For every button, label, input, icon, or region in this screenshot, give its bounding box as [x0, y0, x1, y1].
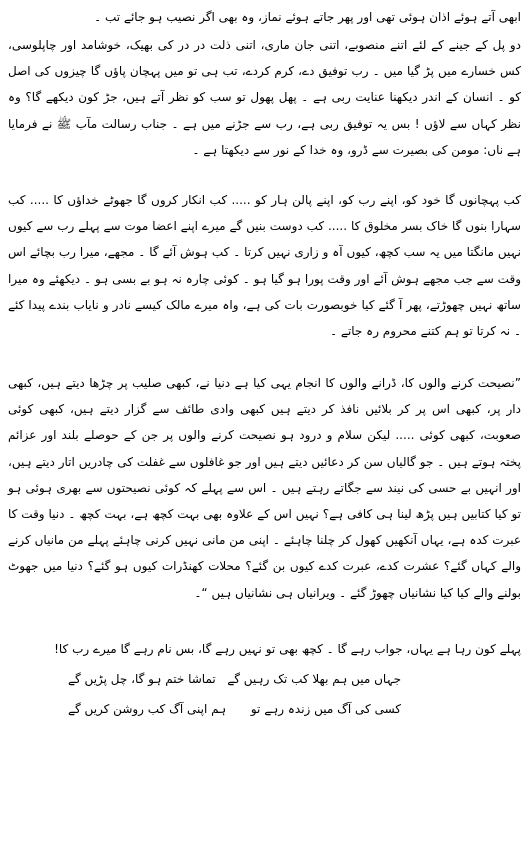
- paragraph-quote: ”نصیحت کرنے والوں کا، ڈرانے والوں کا انجام یہی کیا ہے دنیا نے، کبھی صلیب پر چڑھا دیتے ہیں، کبھی دار پر، کبھی اس پر کر بلائیں نافذ کر دیتے ہیں کبھی وادی طائف سے گزار دیتے ہیں، کبھی کوئی صعوبت، کبھی کوئی ..... لیکن سلام و درود ہو نصیحت کرنے والوں پر جن کے حوصلے بلند اور عزائم پختہ ہوتے ہیں ۔ جو گالیاں سن کر دعائیں دیتے ہیں اور جو غافلوں سے غفلت کی چادریں اتار دیتے ہیں، اور انہیں بے حسی کی نیند سے جگاتے رہتے ہیں ۔ اس سے پہلے کہ کوئی نصیحتوں سے بھری ہوئی ہو تو کیا کتابیں ہیں پڑھ لینا ہی کافی ہے؟ نہیں اس کے علاوہ بھی بہت کچھ ہے، بہت کچھ ۔ دنیا وقت کا عبرت کدہ ہے، یہاں آنکھیں کھول کر چلنا چاہئے ۔ اپنی من مانی نہیں کرنی چاہئے پہلے من مانیاں کرنے والے کہاں گئے؟ عشرت کدے، عبرت کدے کیوں بن گئے؟ محلات کھنڈرات کیوں ہو گئے؟ دنیا میں جھوٹ بولنے والے کیا کیا نشانیاں چھوڑ گئے ۔ ویرانیاں ہی نشانیاں ہیں “۔: [8, 376, 521, 600]
- paragraph-closing: پہلے کون رہا ہے یہاں، جواب رہے گا ۔ کچھ بھی تو نہیں رہے گا، بس نام رہے گا میرے رب کا!: [54, 642, 521, 656]
- paragraph-self-reflection: دو پل کے جینے کے لئے اتنے منصوبے، اتنی جان ماری، اتنی ذلت در در کی بھیک، خوشامد اور چاپلوسی، کس خسارے میں پڑ گیا میں ۔ رب توفیق دے، کرم کردے، تب ہی تو میں پہچان پاؤں گا چیزوں کی اصل کو ۔ انسان کے اندر دیکھنا عنایت ربی ہے ۔ پھل پھول تو سب کو نظر آتے ہیں، جڑ کون دیکھے گا؟ وہ نظر کہاں سے لاؤں ! بس یہ توفیق ربی ہے، رب سے جڑنے میں ہے ۔ جناب رسالت مآب ﷺ نے فرمایا ہے ناں: مومن کی بصیرت سے ڈرو، وہ خدا کے نور سے دیکھتا ہے ۔: [8, 38, 521, 157]
- verse-line-1-second-half: تماشا ختم ہو گا، چل پڑیں گے: [68, 672, 216, 686]
- paragraph-questions: کب پہچانوں گا خود کو، اپنے رب کو، اپنے پالن ہار کو ..... کب انکار کروں گا جھوٹے خداؤں کا ..... کب سہارا بنوں گا خاک بسر مخلوق کا ..... کب دوست بنیں گے میرے اپنے اعضا موت سے پہلے رب سے کیوں نہیں مانگتا میں یہ سب کچھ، کیوں آہ و زاری نہیں کرتا ۔ کب ہوش آئے گا ۔ مجھے، میرا رب بچائے اس وقت سے جب مجھے ہوش آئے اور وقت پورا ہو گیا ہو ۔ کوئی چارہ نہ ہو بے بسی ہو ۔ دیکھئے وہ میرا ساتھ نہیں چھوڑتے، پھر آ گئے کیا خوبصورت بات کی ہے، واہ میرے مالک کیسے نادر و نایاب بندے پیدا کئے ۔ نہ کرتا تو ہم کتنے محروم رہ جاتے ۔: [8, 193, 521, 339]
- verse-line-1-first-half: جہاں میں ہم بھلا کب تک رہیں گے: [227, 672, 401, 686]
- verse-line-2-first-half: کسی کی آگ میں زندہ رہے تو: [250, 702, 401, 716]
- verse-line-2-second-half: ہم اپنی آگ کب روشن کریں گے: [68, 702, 227, 716]
- paragraph-opening: ابھی آتے ہوئے اذان ہوئی تھی اور پھر جاتے ہوئے نماز، وہ بھی اگر نصیب ہو جائے تب ۔: [94, 10, 521, 24]
